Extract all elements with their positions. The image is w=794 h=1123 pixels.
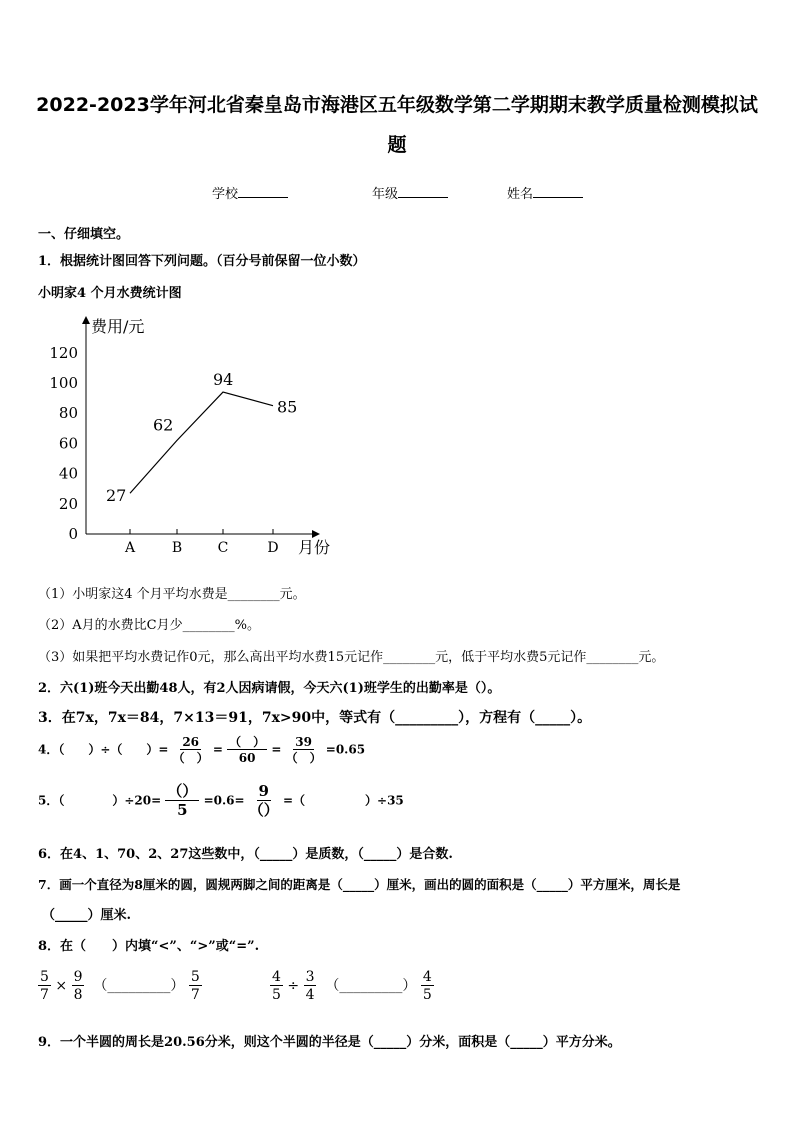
question-6: 6．在4、1、70、2、27这些数中，（_____）是质数，（_____）是合数. (38, 847, 453, 862)
q8-comparison-right: $\frac{4}{5}$ ÷ $\frac{3}{4}$ （_________） $\frac{4}{5}$ (272, 969, 432, 1003)
y-tick-label: 80 (58, 404, 78, 423)
x-axis-arrow (312, 530, 320, 538)
data-label: 94 (213, 370, 234, 390)
question-9: 9．一个半圆的周长是20.56分米，则这个半圆的半径是（_____）分米，面积是（_____）平方分米。 (38, 1035, 621, 1050)
q8-right-blank[interactable]: （_________） (325, 978, 417, 994)
q5-lead: 5．（ ）÷20= (38, 793, 162, 808)
question-1: 1．根据统计图回答下列问题。（百分号前保留一位小数） (38, 254, 366, 269)
section-heading: 一、仔细填空。 (38, 227, 130, 242)
y-axis-label: 费用/元 (91, 317, 145, 336)
x-tick-label: B (171, 540, 183, 556)
x-axis-label: 月份 (298, 538, 331, 557)
question-1-part-2: （2）A月的水费比C月少________%。 (38, 618, 260, 633)
grade-field[interactable] (372, 183, 448, 202)
y-tick-label: 0 (68, 525, 78, 543)
data-label: 62 (153, 415, 174, 435)
series-line (130, 392, 273, 493)
name-label: 姓名 (507, 187, 534, 202)
page-title-line-2: 题 (387, 134, 407, 156)
question-5: 5．（ ）÷20= $\frac{()}{5}$ =0.6= $\frac{9}{()}$ =（ ）÷35 (38, 782, 404, 819)
school-field[interactable] (212, 183, 288, 202)
page-title-line-1: 2022-2023学年河北省秦皇岛市海港区五年级数学第二学期期末教学质量检测模拟试 (36, 94, 758, 116)
y-tick-label: 20 (58, 494, 78, 513)
question-2: 2．六(1)班今天出勤48人，有2人因病请假，今天六(1)班学生的出勤率是（）。 (38, 681, 501, 696)
x-tick-label: D (267, 540, 279, 556)
q4-fraction-2: $\frac{( )}{60}$ (229, 735, 266, 765)
grade-label: 年级 (372, 187, 399, 202)
y-tick-label: 60 (58, 434, 78, 453)
water-fee-line-chart (40, 308, 370, 558)
question-3: 3．在7x，7x＝84，7×13＝91，7x>90中，等式有（_________），方程有（_____）。 (38, 710, 592, 726)
x-tick-label: A (124, 540, 136, 556)
q4-fraction-3: $\frac{39}{( )}$ (285, 735, 322, 765)
chart-caption: 小明家4 个月水费统计图 (38, 286, 182, 301)
q8-left-blank[interactable]: （_________） (93, 978, 185, 994)
x-tick-label: C (217, 540, 229, 556)
data-label: 85 (277, 397, 298, 417)
q5-fraction-1: $\frac{()}{5}$ (167, 782, 198, 819)
q4-fraction-1: $\frac{26}{( )}$ (172, 735, 209, 765)
question-4: 4．（ ）÷（ ）= $\frac{26}{( )}$ = $\frac{( )}{60}$ = $\frac{39}{( )}$ =0.65 (38, 735, 366, 765)
q4-lead: 4．（ ）÷（ ）= (38, 742, 169, 757)
y-tick-label: 100 (49, 374, 78, 392)
question-7-line-2: （_____）厘米. (42, 908, 132, 923)
y-tick-label: 120 (49, 343, 78, 362)
question-1-part-1: （1）小明家这4 个月平均水费是________元。 (38, 587, 306, 602)
name-field[interactable] (507, 183, 583, 202)
q8-comparison-left: $\frac{5}{7}$ × $\frac{9}{8}$ （_________） $\frac{5}{7}$ (40, 969, 200, 1003)
question-1-part-3: （3）如果把平均水费记作0元，那么高出平均水费15元记作________元，低于平均水费5元记作________元。 (38, 650, 665, 665)
data-label: 27 (106, 486, 127, 506)
y-axis-arrow (82, 316, 90, 324)
school-label: 学校 (212, 187, 239, 202)
y-tick-label: 40 (58, 464, 78, 483)
q5-fraction-2: $\frac{9}{()}$ (248, 782, 279, 819)
question-7-line-1: 7．画一个直径为8厘米的圆，圆规两脚之间的距离是（_____）厘米，画出的圆的面积是（_____）平方厘米，周长是 (38, 877, 681, 892)
question-8: 8．在（ ）内填“<”、“>”或“=”. (38, 939, 260, 954)
